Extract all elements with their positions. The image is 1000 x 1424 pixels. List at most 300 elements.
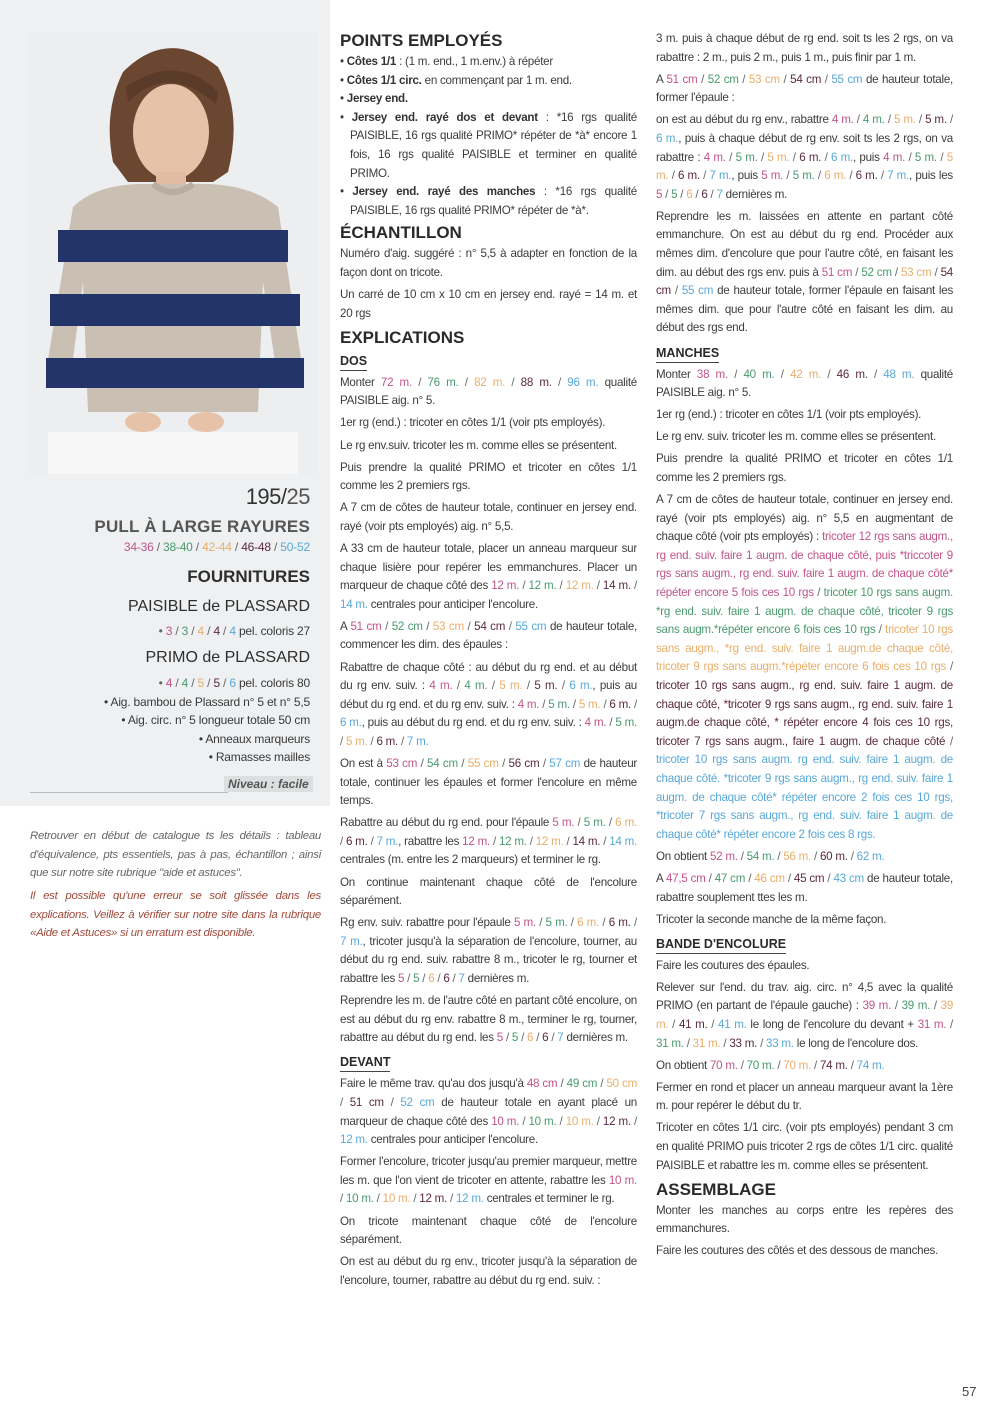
size-separator: / xyxy=(931,265,941,279)
size-separator: / xyxy=(821,72,832,86)
size-separator: / xyxy=(367,734,377,748)
size-value-1: 51 cm xyxy=(350,619,382,633)
size-separator: / xyxy=(789,150,800,164)
size-value-3: 53 cm xyxy=(900,265,932,279)
size-separator: / xyxy=(411,375,428,389)
instruction-paragraph: Reprendre les m. de l'autre côté en partant côté encolure, on est au début du rg env. rabattre 8 m., terminer le rg, tourner, rabattre au début du rg end. les 5 / 5 / 6 / 6 / 7 dernières m. xyxy=(340,994,637,1045)
size-value-5: 14 m. xyxy=(340,597,368,611)
size-separator: / xyxy=(630,1114,637,1128)
size-value-1: 4 m. xyxy=(831,113,854,127)
size-separator: / xyxy=(519,579,529,593)
size-values xyxy=(697,368,914,381)
size-separator: / xyxy=(340,734,346,748)
size-value-3: 6 xyxy=(686,187,693,201)
size-value-5: 7 m. xyxy=(340,934,363,948)
size-value-2: 5 m. xyxy=(914,150,937,164)
size-value-2: 54 cm xyxy=(427,757,458,770)
size-separator: / xyxy=(367,834,377,848)
size-value-1: 53 cm xyxy=(386,757,418,770)
size-separator: / xyxy=(774,849,784,863)
size-value-1: 4 m. xyxy=(517,697,540,711)
size-values xyxy=(761,169,909,182)
instruction-paragraph: Tricoter la seconde manche de la même façon. xyxy=(656,912,887,926)
size-value-5: 62 m. xyxy=(856,849,885,863)
size-value-3: 70 m. xyxy=(783,1058,812,1072)
quantity-suffix: pel. coloris 27 xyxy=(235,624,310,638)
size-value-4: 88 m. xyxy=(520,375,552,389)
size-separator: / xyxy=(784,871,794,885)
size-value-1: 4 m. xyxy=(584,716,607,730)
size-separator: / xyxy=(891,999,902,1013)
supply-item-text: Ramasses mailles xyxy=(215,750,310,764)
size-separator: / xyxy=(398,734,407,748)
size-value-3: 53 cm xyxy=(748,72,780,86)
size-separator: / xyxy=(551,375,568,389)
size-separator: / xyxy=(489,834,499,848)
size-separator: / xyxy=(605,816,616,830)
size-separator: / xyxy=(219,676,230,690)
size-separator: / xyxy=(705,871,715,885)
size-value-4: 54 cm xyxy=(790,72,822,86)
size-value-2: 5 xyxy=(413,972,420,986)
size-separator: / xyxy=(905,150,915,164)
size-value-4: tricoter 10 rgs sans augm., rg end. suiv. faire 1 augm. de chaque côté, *tricoter 9 rgs sans augm., rg end. suiv. faire 1 augm.de chaque côté, * répéter encore 4 fois ces 10 rgs, tricoter 7 rgs sans augm., faire 1 augm. de chaque côté xyxy=(656,679,953,748)
size-value-1: 5 m. xyxy=(552,816,575,830)
size-value-4: 45 cm xyxy=(793,871,825,885)
instruction-paragraph: Puis prendre la qualité PRIMO et tricoter en côtes 1/1 comme les 2 premiers rgs. xyxy=(656,452,953,484)
instruction-paragraph: Rabattre de chaque côté : au début du rg end. et au début du rg env. suiv. : 4 m. / 4 m. / 5 m. / 5 m. / 6 m., puis au début du rg end. et du rg env. suiv. : 4 m. / 5 m. / 5 m. / 6 m. / 6 m., puis au début du rg end. et du rg env. suiv. : 4 m. / 5 m. / 5 m. / 6 m. / 7 m. xyxy=(340,660,637,748)
size-separator: / xyxy=(737,1058,747,1072)
size-separator: / xyxy=(535,916,546,930)
size-separator: / xyxy=(946,660,953,674)
size-separator: / xyxy=(867,367,884,381)
size-value-1: 38 m. xyxy=(696,367,728,381)
size-value-5: 7 m. xyxy=(376,834,399,848)
size-separator: / xyxy=(593,579,603,593)
size-separator: / xyxy=(630,916,637,930)
bold-term: Jersey end. rayé des manches xyxy=(352,185,536,199)
size-value-5: 7 m. xyxy=(406,734,429,748)
stitch-list-item: • Côtes 1/1 : (1 m. end., 1 m.env.) à répéter xyxy=(340,53,637,72)
size-value-2: 10 m. xyxy=(345,1192,374,1206)
size-separator: / xyxy=(727,367,744,381)
instruction-paragraph: Le rg env.suiv. tricoter les m. comme elles se présentent. xyxy=(340,438,617,452)
size-value-1: 48 cm xyxy=(526,1077,558,1091)
size-value-3: 5 m. xyxy=(499,679,523,693)
size-separator: / xyxy=(814,169,825,183)
size-separator: / xyxy=(745,871,755,885)
size-separator: / xyxy=(707,187,717,201)
size-separator: / xyxy=(526,834,536,848)
size-value-5: tricoter 10 rgs sans augm. rg end. suiv. faire 1 augm. de chaque côté. *tricoter 9 rgs sans augm., rg end. suiv. faire 1 augm. de chaque côté* répéter encore 2 fois ces 10 rgs, *tricoter 7 rgs sans augm., rg end. suiv. faire 1 augm. de chaque côté* répéter encore 2 fois ces 8 rgs. xyxy=(656,753,953,841)
size-value-4: 6 xyxy=(701,187,708,201)
size-value-2: 5 m. xyxy=(545,916,568,930)
size-value-2: 5 m. xyxy=(548,697,570,711)
bold-term: Côtes 1/1 xyxy=(346,55,397,68)
size-value-3: 12 m. xyxy=(565,579,594,593)
subsection-heading: MANCHES xyxy=(656,344,719,363)
divider xyxy=(30,792,228,793)
size-separator: / xyxy=(877,169,888,183)
size-separator: / xyxy=(683,1036,693,1050)
section-heading: ÉCHANTILLON xyxy=(340,223,462,243)
size-value-3: tricoter 10 rgs sans augm., *rg end. suiv. faire 1 augm.de chaque côté, tricoter 9 rgs sans augm.*répéter encore 6 fois ces 10 rgs xyxy=(656,623,953,674)
erratum-note: Il est possible qu'une erreur se soit glissée dans les explications. Veillez à vérifier sur notre site dans la rubrique «Aide et Astuces» si un erratum est disponible. xyxy=(30,890,321,939)
pattern-reference xyxy=(246,484,310,510)
size-value-5: 14 m. xyxy=(609,834,638,848)
size-value-2: 54 m. xyxy=(746,849,775,863)
size-value-3: 42-44 xyxy=(202,540,232,554)
size-separator: / xyxy=(600,697,610,711)
size-separator: / xyxy=(692,187,702,201)
size-separator: / xyxy=(599,916,609,930)
instruction-paragraph: Un carré de 10 cm x 10 cm en jersey end. rayé = 14 m. et 20 rgs xyxy=(340,288,637,320)
size-separator: / xyxy=(737,849,747,863)
size-value-5: 74 m. xyxy=(856,1058,885,1072)
size-value-5: 6 m. xyxy=(656,131,679,145)
quantity-suffix: pel. coloris 80 xyxy=(235,676,310,690)
size-value-5: 7 m. xyxy=(887,169,910,183)
size-value-3: 5 m. xyxy=(578,697,601,711)
size-values xyxy=(429,679,592,692)
size-value-3: 55 cm xyxy=(467,757,499,770)
size-value-4: 46-48 xyxy=(241,540,271,554)
instruction-paragraph: Tricoter en côtes 1/1 circ. (voir pts employés) pendant 3 cm en qualité PRIMO puis tricoter 2 rgs de côtes 1/1 circ. qualité PAISIBLE et rabattre les m. comme elles se présentent. xyxy=(656,1121,953,1172)
size-value-5: 7 xyxy=(557,1031,564,1045)
instruction-paragraph: Reprendre les m. laissées en attente en partant côté emmanchure. On est au début du rg end. Procéder aux mêmes dim. d'encolure que pour l'autre côté, en faisant les dim. au début des rgs env. puis à 51 cm / 52 cm / 53 cm / 54 cm / 55 cm de hauteur totale, former l'épaule en faisant les mêmes dim. que pour l'autre côté en faisant les dim. au début des rgs end. xyxy=(656,209,954,335)
size-separator: / xyxy=(774,367,791,381)
size-value-1: 5 xyxy=(397,972,405,986)
size-value-2: 49 cm xyxy=(566,1077,598,1091)
size-value-3: 31 m. xyxy=(692,1036,721,1050)
size-values xyxy=(340,1077,637,1109)
size-value-5: 6 xyxy=(229,676,236,690)
size-separator: / xyxy=(569,697,579,711)
stitch-list-item: • Côtes 1/1 circ. en commençant par 1 m. end. xyxy=(340,72,637,91)
size-separator: / xyxy=(853,113,863,127)
size-value-5: 55 cm xyxy=(681,284,714,298)
size-value-5: 7 m. xyxy=(709,169,732,183)
size-separator: / xyxy=(946,1018,954,1031)
size-value-2: 52 cm xyxy=(707,72,739,86)
size-value-5: 55 cm xyxy=(831,72,863,86)
size-value-1: 4 m. xyxy=(883,150,906,164)
size-separator: / xyxy=(498,757,509,770)
size-value-4: 56 cm xyxy=(508,757,540,770)
size-separator: / xyxy=(606,716,616,730)
size-value-1: 31 m. xyxy=(917,1018,947,1031)
size-separator: / xyxy=(757,150,768,164)
size-value-4: 46 m. xyxy=(836,367,868,381)
yarn-primo-quantity: • 4 / 4 / 5 / 5 / 6 pel. coloris 80 xyxy=(158,676,310,690)
size-value-3: 42 m. xyxy=(790,367,822,381)
size-value-3: 10 m. xyxy=(382,1192,411,1206)
size-values xyxy=(340,1174,637,1206)
size-value-2: 10 m. xyxy=(528,1114,557,1128)
size-values xyxy=(350,620,546,633)
yarn-primo-name: PRIMO de PLASSARD xyxy=(145,649,310,666)
size-value-1: 47,5 cm xyxy=(665,871,706,885)
bold-term: Jersey end. xyxy=(346,92,408,106)
size-separator: / xyxy=(340,1096,350,1109)
size-value-4: 5 m. xyxy=(925,113,947,127)
size-value-4: 5 m. xyxy=(534,679,558,693)
size-separator: / xyxy=(231,540,242,554)
size-value-3: 10 m. xyxy=(565,1114,594,1128)
size-separator: / xyxy=(697,72,708,86)
supply-item: • Aig. circ. n° 5 longueur totale 50 cm xyxy=(121,713,310,727)
supply-item: • Anneaux marqueurs xyxy=(198,731,310,746)
size-values xyxy=(386,757,580,770)
size-separator: / xyxy=(567,916,578,930)
size-value-5: 52 cm xyxy=(400,1096,435,1109)
size-value-1: 12 m. xyxy=(462,834,490,848)
size-value-1: 5 m. xyxy=(513,916,536,930)
instruction-paragraph: On obtient 52 m. / 54 m. / 56 m. / 60 m. / 62 m. xyxy=(656,849,885,863)
size-value-2: 4 xyxy=(181,676,189,690)
size-value-5: 6 m. xyxy=(340,716,362,730)
size-values xyxy=(340,716,637,748)
instruction-paragraph: On obtient 70 m. / 70 m. / 70 m. / 74 m. / 74 m. xyxy=(656,1058,885,1072)
size-separator: / xyxy=(945,734,953,748)
supply-item: • Ramasses mailles xyxy=(208,750,310,764)
size-value-3: 6 xyxy=(527,1031,534,1045)
instruction-paragraph: Faire les coutures des épaules. xyxy=(656,958,810,972)
size-separator: / xyxy=(188,676,198,690)
size-values xyxy=(381,376,598,389)
size-value-1: 51 cm xyxy=(666,72,698,86)
supplies-list xyxy=(104,674,310,767)
size-value-3: 6 xyxy=(428,972,435,986)
size-value-2: 3 xyxy=(181,624,189,638)
instructions-column-middle xyxy=(340,28,637,1294)
size-value-4: 12 m. xyxy=(602,1114,631,1128)
stitch-list-item xyxy=(340,90,637,109)
instruction-paragraph: 1er rg (end.) : tricoter en côtes 1/1 (voir pts employés). xyxy=(656,408,922,422)
size-value-3: 39 m. xyxy=(656,999,954,1031)
size-separator: / xyxy=(813,586,824,600)
size-value-4: 6 m. xyxy=(677,169,700,183)
size-value-3: 56 m. xyxy=(783,849,812,863)
size-separator: / xyxy=(631,697,637,711)
instruction-paragraph: A 51 cm / 52 cm / 53 cm / 54 cm / 55 cm de hauteur totale, commencer les dim. des épaules : xyxy=(340,619,638,652)
size-separator: / xyxy=(824,871,834,885)
size-separator: / xyxy=(557,679,570,693)
size-value-4: 6 m. xyxy=(376,734,398,748)
size-separator: / xyxy=(600,834,610,848)
size-value-2: 5 m. xyxy=(792,169,815,183)
instruction-paragraph: on est au début du rg env., rabattre 4 m. / 4 m. / 5 m. / 5 m. / 6 m., puis à chaque début de rg env. soit ts les 2 rgs, on va rabattre : 4 m. / 5 m. / 5 m. / 6 m. / 6 m., puis 4 m. / 5 m. / 5 m. / 6 m. / 7 m., puis 5 m. / 5 m. / 6 m. / 6 m. / 7 m., puis les 5 / 5 / 6 / 6 / 7 dernières m. xyxy=(656,113,953,201)
size-value-1: 5 xyxy=(496,1031,503,1045)
size-separator: / xyxy=(720,1036,730,1050)
size-separator: / xyxy=(219,624,230,638)
size-value-2: 12 m. xyxy=(498,834,527,848)
size-separator: / xyxy=(188,624,198,638)
size-value-5: 33 m. xyxy=(766,1036,794,1050)
size-values xyxy=(704,151,853,164)
size-value-2: 40 m. xyxy=(743,367,775,381)
size-separator: / xyxy=(677,187,687,201)
size-separator: / xyxy=(757,1036,767,1050)
instructions-column-right xyxy=(656,30,953,1265)
section-heading: EXPLICATIONS xyxy=(340,327,465,347)
size-values xyxy=(710,850,884,863)
size-value-5: 4 xyxy=(229,624,236,638)
size-values xyxy=(710,1059,884,1072)
size-value-1: tricoter 12 rgs sans augm., rg end. suiv. faire 1 augm. de chaque côté, puis *triccoter 9 rgs sans augm., rg end. suiv. faire 1 augm. de chaque côté* répéter encore 5 fois ces 10 rgs xyxy=(656,530,953,600)
size-value-4: 6 m. xyxy=(799,150,822,164)
supply-item-text: Aig. bambou de Plassard n° 5 et n° 5,5 xyxy=(110,694,310,709)
size-separator: / xyxy=(668,169,678,183)
size-value-1: 39 m. xyxy=(862,999,892,1013)
instruction-paragraph: On continue maintenant chaque côté de l'encolure séparément. xyxy=(340,875,637,908)
size-values xyxy=(398,972,465,985)
size-value-1: 52 m. xyxy=(709,849,738,863)
size-value-3: 6 m. xyxy=(615,816,637,830)
subsection-heading: DEVANT xyxy=(340,1053,390,1072)
size-separator: / xyxy=(270,540,281,554)
size-value-1: 4 m. xyxy=(429,679,453,693)
size-value-1: 3 xyxy=(165,624,173,638)
size-value-2: 5 m. xyxy=(615,716,637,730)
size-value-4: 6 m. xyxy=(608,916,631,930)
size-separator: / xyxy=(774,1058,784,1072)
size-value-2: 31 m. xyxy=(656,1036,684,1050)
size-separator: / xyxy=(725,150,736,164)
instruction-paragraph: Faire le même trav. qu'au dos jusqu'à 48 cm / 49 cm / 50 cm / 51 cm / 52 cm de hauteur totale en ayant placé un marqueur de chaque côté des 10 m. / 10 m. / 10 m. / 12 m. / 12 m. centrales pour anticiper l'encolure. xyxy=(340,1077,638,1147)
page-number: 57 xyxy=(962,1384,977,1399)
size-value-1: 10 m. xyxy=(491,1114,520,1128)
size-separator: / xyxy=(593,1114,603,1128)
instruction-paragraph: Relever sur l'end. du trav. aig. circ. n° 4,5 avec la qualité PRIMO (en partant de l'épaule gauche) : 39 m. / 39 m. / 39 m. / 41 m. / 41 m. le long de l'encolure du devant + 31 m. / 31 m. / 31 m. / 33 m. / 33 m. le long de l'encolure dos. xyxy=(656,980,954,1050)
size-separator: / xyxy=(875,623,886,637)
size-separator: / xyxy=(383,1096,401,1109)
size-value-2: 5 xyxy=(511,1031,519,1045)
instruction-paragraph: Rabattre au début du rg end. pour l'épaule 5 m. / 5 m. / 6 m. / 6 m. / 7 m., rabattre les 12 m. / 12 m. / 12 m. / 14 m. / 14 m. centrales (m. entre les 2 marqueurs) et terminer le rg. xyxy=(340,816,638,867)
size-value-1: 12 m. xyxy=(491,579,520,593)
size-value-4: 41 m. xyxy=(678,1018,708,1031)
instruction-paragraph: On est au début du rg env., tricoter jusqu'à la séparation de l'encolure, tourner, rabattre au début du rg end. suiv. : xyxy=(340,1255,637,1287)
instruction-paragraph: Monter les manches au corps entre les repères des emmanchures. xyxy=(656,1203,953,1236)
size-value-4: 4 xyxy=(213,624,220,638)
size-separator: / xyxy=(410,1192,420,1206)
size-value-5: 48 m. xyxy=(883,367,915,381)
size-value-5: 12 m. xyxy=(340,1133,368,1147)
size-value-4: 12 m. xyxy=(419,1192,448,1206)
size-separator: / xyxy=(668,1018,679,1031)
size-value-2: 4 m. xyxy=(464,679,488,693)
subsection-heading: BANDE D'ENCOLURE xyxy=(656,935,786,954)
size-separator: / xyxy=(458,375,475,389)
size-list xyxy=(124,540,310,554)
size-value-4: 5 xyxy=(213,676,220,690)
size-separator: / xyxy=(821,150,832,164)
size-separator: / xyxy=(557,1077,567,1091)
size-separator: / xyxy=(487,679,500,693)
instruction-paragraph: On tricote maintenant chaque côté de l'encolure séparément. xyxy=(340,1214,637,1247)
quantity-values xyxy=(166,624,236,638)
size-values xyxy=(462,835,637,848)
size-separator: / xyxy=(915,113,926,127)
size-separator: / xyxy=(172,624,182,638)
size-separator: / xyxy=(522,679,535,693)
size-value-3: 6 m. xyxy=(577,916,600,930)
stitch-list-item: • Jersey end. rayé dos et devant : *16 rgs qualité PAISIBLE, 16 rgs qualité PRIMO* répéter de *à* encore 1 fois, 16 rgs qualité PAISIBLE et terminer en qualité PRIMO. xyxy=(340,109,637,183)
size-separator: / xyxy=(404,972,414,986)
section-heading: POINTS EMPLOYÉS xyxy=(340,31,503,50)
size-value-4: 14 m. xyxy=(572,834,601,848)
size-value-4: 14 m. xyxy=(602,579,631,593)
size-separator: / xyxy=(556,1114,566,1128)
instruction-paragraph: Faire les coutures des côtés et des dessous de manches. xyxy=(656,1244,939,1258)
size-value-1: 10 m. xyxy=(608,1173,637,1187)
pattern-ref-number: 25 xyxy=(286,484,310,509)
size-separator: / xyxy=(419,972,429,986)
size-value-3: 4 xyxy=(197,624,205,638)
instruction-paragraph: Monter 38 m. / 40 m. / 42 m. / 46 m. / 48 m. qualité PAISIBLE aig. n° 5. xyxy=(656,367,954,400)
sweater-body xyxy=(46,184,304,412)
supplies-heading: FOURNITURES xyxy=(187,567,310,586)
size-value-5: 96 m. xyxy=(567,375,599,389)
size-separator: / xyxy=(574,816,584,830)
section-heading: ASSEMBLAGE xyxy=(656,1179,776,1199)
size-value-5: 50-52 xyxy=(280,540,310,554)
size-separator: / xyxy=(449,972,459,986)
size-separator: / xyxy=(597,1077,607,1091)
size-separator: / xyxy=(884,113,894,127)
size-value-4: 54 cm xyxy=(474,619,506,633)
size-value-3: 5 xyxy=(197,676,205,690)
size-value-2: 5 m. xyxy=(583,816,606,830)
instruction-paragraph: Rg env. suiv. rabattre pour l'épaule 5 m. / 5 m. / 6 m. / 6 m. / 7 m., tricoter jusqu'à la séparation de l'encolure, tourner, au début du rg end. suiv. rabattre 8 m., tricoter le rg, tourner et rabattre les 5 / 5 / 6 / 6 / 7 dernières m. xyxy=(340,916,637,986)
size-value-4: 6 m. xyxy=(855,169,878,183)
size-separator: / xyxy=(381,619,392,633)
size-value-3: 50 cm xyxy=(606,1077,637,1091)
size-value-4: 6 m. xyxy=(345,834,368,848)
size-separator: / xyxy=(153,540,163,554)
size-separator: / xyxy=(946,113,953,127)
size-value-5: 57 cm xyxy=(549,757,581,770)
size-value-4: 6 m. xyxy=(609,697,632,711)
size-value-4: 51 cm xyxy=(349,1096,384,1109)
size-value-4: 54 cm xyxy=(656,265,953,298)
size-separator: / xyxy=(539,697,549,711)
size-separator: / xyxy=(670,284,682,298)
difficulty-level: Niveau : facile xyxy=(224,776,313,792)
instruction-paragraph: Numéro d'aig. suggéré : n° 5,5 à adapter en fonction de la façon dont on tricote. xyxy=(340,247,637,279)
size-value-2: 4 m. xyxy=(862,113,885,127)
size-value-5: 41 m. xyxy=(718,1018,747,1031)
size-values xyxy=(656,530,953,841)
instruction-paragraph: Fermer en rond et placer un anneau marqueur avant la 1ère m. pour repérer le début du tr. xyxy=(656,1080,953,1113)
catalog-note: Retrouver en début de catalogue ts les détails : tableau d'équivalence, pts essentiels, pas à pas, échantillon ; ainsi que sur notre site rubrique "aide et astuces". xyxy=(30,830,321,879)
size-separator: / xyxy=(519,1114,529,1128)
size-value-4: 6 xyxy=(542,1031,549,1045)
size-separator: / xyxy=(192,540,203,554)
size-value-3: 5 m. xyxy=(656,150,953,183)
instruction-paragraph: A 33 cm de hauteur totale, placer un anneau marqueur sur chaque lisière pour repérer les emmanchures. Placer un marqueur de chaque côté des 12 m. / 12 m. / 12 m. / 14 m. / 14 m. centrales pour anticiper l'encolure. xyxy=(340,541,637,611)
size-separator: / xyxy=(452,679,465,693)
size-separator: / xyxy=(852,265,862,279)
size-values xyxy=(666,872,864,885)
size-separator: / xyxy=(457,757,468,770)
size-separator: / xyxy=(518,1031,528,1045)
size-separator: / xyxy=(699,169,710,183)
size-values xyxy=(340,579,637,611)
size-value-5: 7 xyxy=(716,187,723,201)
size-value-1: 34-36 xyxy=(123,540,154,554)
size-separator: / xyxy=(548,1031,558,1045)
